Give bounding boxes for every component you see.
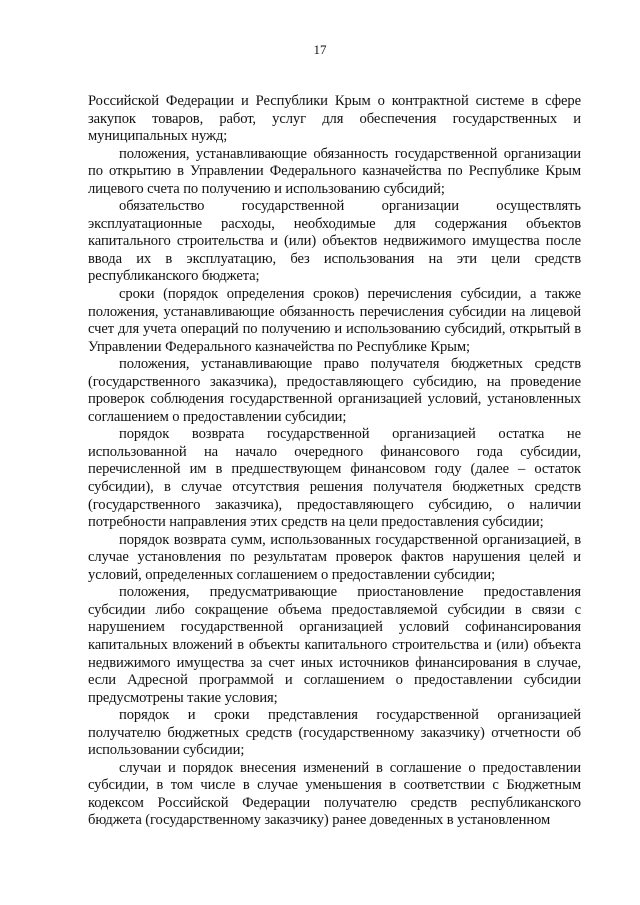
paragraph-amendments: случаи и порядок внесения изменений в соглашение о предоставлении субсидии, в том числе в случае уменьшения в соответствии с Бюджетным кодексом Российской Федерации получателю средств республиканского бюджета (государственному заказчику) ранее доведенных в установленном <box>88 759 581 829</box>
paragraph-suspension: положения, предусматривающие приостановление предоставления субсидии либо сокращение объема предоставляемой субсидии в связи с нарушением государственной организацией условий софинансирования капитальных вложений в объекты капитального строительства и (или) объекта недвижимого имущества за счет иных источников финансирования в случае, если Адресной программой и соглашением о предоставлении субсидии предусмотрены такие условия; <box>88 584 581 706</box>
page-number: 17 <box>313 42 327 57</box>
paragraph-balance-return: порядок возврата государственной организацией остатка не использованной на начало очередного финансового года субсидии, перечисленной им в предшествующем финансовом году (далее – остаток субсидии), в случае отсутствия решения получателя бюджетных средств (государственного заказчика), предоставляющего субсидию, о наличии потребности направления этих средств на цели предоставления субсидии; <box>88 426 581 531</box>
paragraph-transfer-terms: сроки (порядок определения сроков) перечисления субсидии, а также положения, устанавливающие обязанность перечисления субсидии на лицевой счет для учета операций по получению и использованию субсидий, открытый в Управлении Федерального казначейства по Республике Крым; <box>88 286 581 355</box>
paragraph-sum-return: порядок возврата сумм, использованных государственной организацией, в случае установления по результатам проверок фактов нарушения целей и условий, определенных соглашением о предоставлении субсидии; <box>88 531 581 583</box>
paragraph-operating-expenses: обязательство государственной организации осуществлять эксплуатационные расходы, необходимые для содержания объектов капитального строительства и (или) объектов недвижимого имущества после ввода их в эксплуатацию, без использования на эти цели средств республиканского бюджета; <box>88 198 581 285</box>
paragraph-treasury-account: положения, устанавливающие обязанность государственной организации по открытию в Управлении Федерального казначейства по Республике Крым лицевого счета по получению и использованию субсидий; <box>88 145 581 197</box>
paragraph-inspection-right: положения, устанавливающие право получателя бюджетных средств (государственного заказчика), предоставляющего субсидию, на проведение проверок соблюдения государственной организацией условий, установленных соглашением о предоставлении субсидии; <box>88 356 581 425</box>
paragraph-reporting: порядок и сроки представления государственной организацией получателю бюджетных средств (государственному заказчику) отчетности об использовании субсидии; <box>88 707 581 759</box>
paragraph-continuation: Российской Федерации и Республики Крым о контрактной системе в сфере закупок товаров, работ, услуг для обеспечения государственных и муниципальных нужд; <box>88 93 581 145</box>
document-body <box>88 93 581 830</box>
